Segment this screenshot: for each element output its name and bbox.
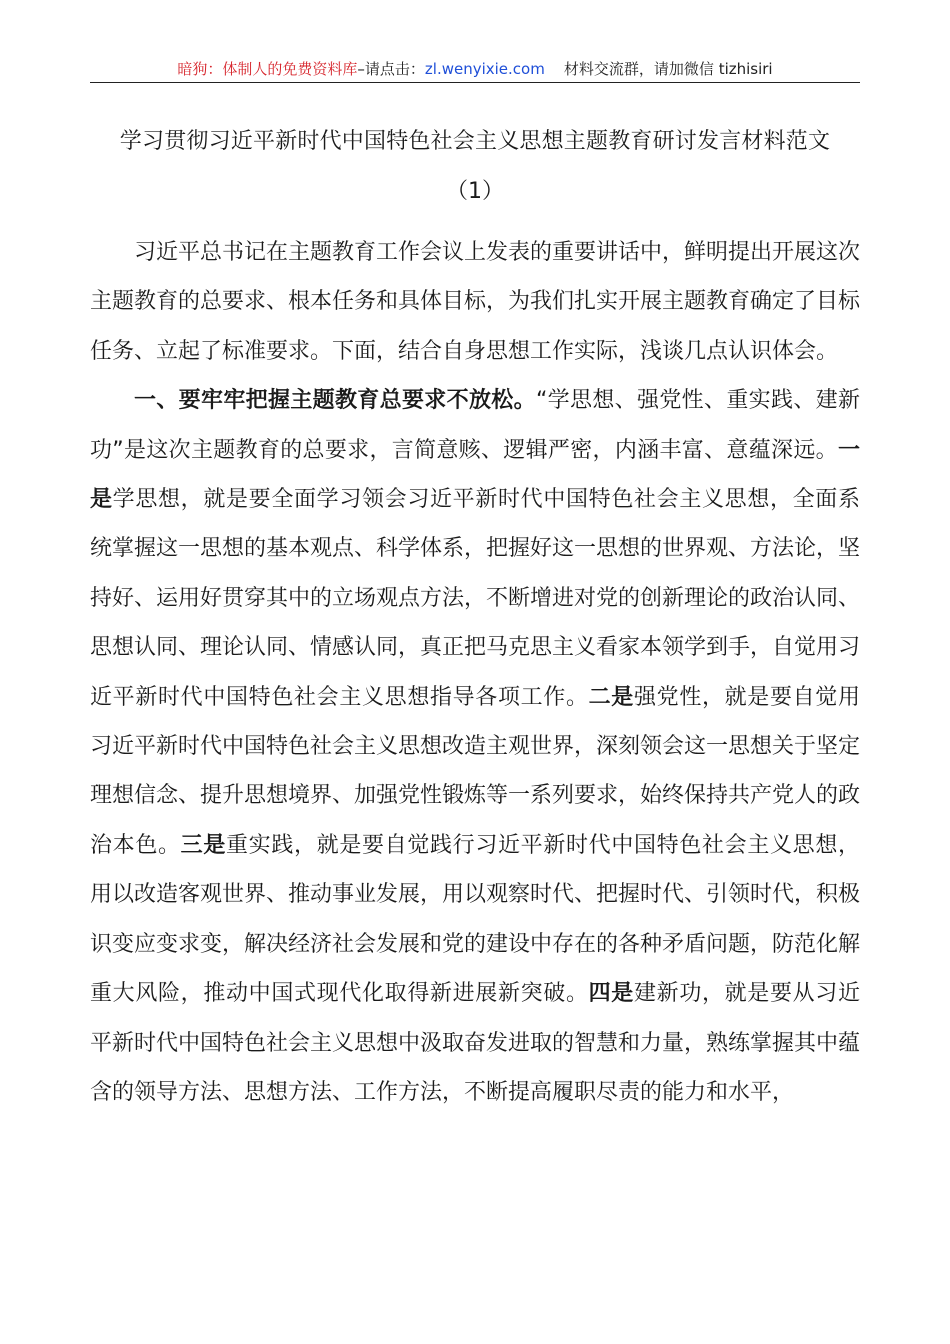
- point-1-text: 学思想，就是要全面学习领会习近平新时代中国特色社会主义思想，全面系统掌握这一思想的基本观点、科学体系，把握好这一思想的世界观、方法论，坚持好、运用好贯穿其中的立场观点方法，不断增进对党的创新理论的政治认同、思想认同、理论认同、情感认同，真正把马克思主义看家本领学到手，自觉用习近平新时代中国特色社会主义思想指导各项工作。: [90, 487, 861, 710]
- header-divider: [90, 82, 860, 83]
- site-link[interactable]: zl.wenyixie.com: [424, 60, 545, 78]
- intro-paragraph: 习近平总书记在主题教育工作会议上发表的重要讲话中，鲜明提出开展这次主题教育的总要求、根本任务和具体目标，为我们扎实开展主题教育确定了目标任务、立起了标准要求。下面，结合自身思想工作实际，浅谈几点认识体会。: [90, 240, 861, 364]
- section-1-paragraph: [90, 376, 860, 1117]
- point-4-text: 建新功，就是要从习近平新时代中国特色社会主义思想中汲取奋发进取的智慧和力量，熟练掌握其中蕴含的领导方法、思想方法、工作方法，不断提高履职尽责的能力和水平，: [90, 981, 861, 1105]
- point-2-label: 二是: [588, 684, 634, 710]
- point-2-text: 强党性，就是要自觉用习近平新时代中国特色社会主义思想改造主观世界，深刻领会这一思想关于坚定理想信念、提升思想境界、加强党性锻炼等一系列要求，始终保持共产党人的政治本色。: [90, 684, 861, 858]
- point-1-label: 一是: [90, 437, 860, 513]
- document-title-number: （1）: [446, 179, 504, 204]
- page-header: [90, 58, 860, 80]
- point-4-label: 四是: [588, 981, 634, 1007]
- point-3-text: 重实践，就是要自觉践行习近平新时代中国特色社会主义思想，用以改造客观世界、推动事业发展，用以观察时代、把握时代、引领时代，积极识变应变求变，解决经济社会发展和党的建设中存在的各种矛盾问题，防范化解重大风险，推动中国式现代化取得新进展新突破。: [90, 832, 861, 1007]
- section-1-heading: 一、要牢牢把握主题教育总要求不放松。: [134, 388, 536, 414]
- document-title: 学习贯彻习近平新时代中国特色社会主义思想主题教育研讨发言材料范文: [119, 129, 831, 154]
- site-name: 暗狗：体制人的免费资料库: [177, 60, 358, 78]
- point-3-label: 三是: [180, 832, 227, 858]
- click-prompt: –请点击：: [357, 60, 425, 78]
- section-1-lead: “学思想、强党性、重实践、建新功”是这次主题教育的总要求，言简意赅、逻辑严密，内涵丰富、意蕴深远。: [90, 388, 860, 463]
- wechat-note: 材料交流群，请加微信 tizhisiri: [563, 60, 773, 78]
- document-body: [90, 228, 860, 1117]
